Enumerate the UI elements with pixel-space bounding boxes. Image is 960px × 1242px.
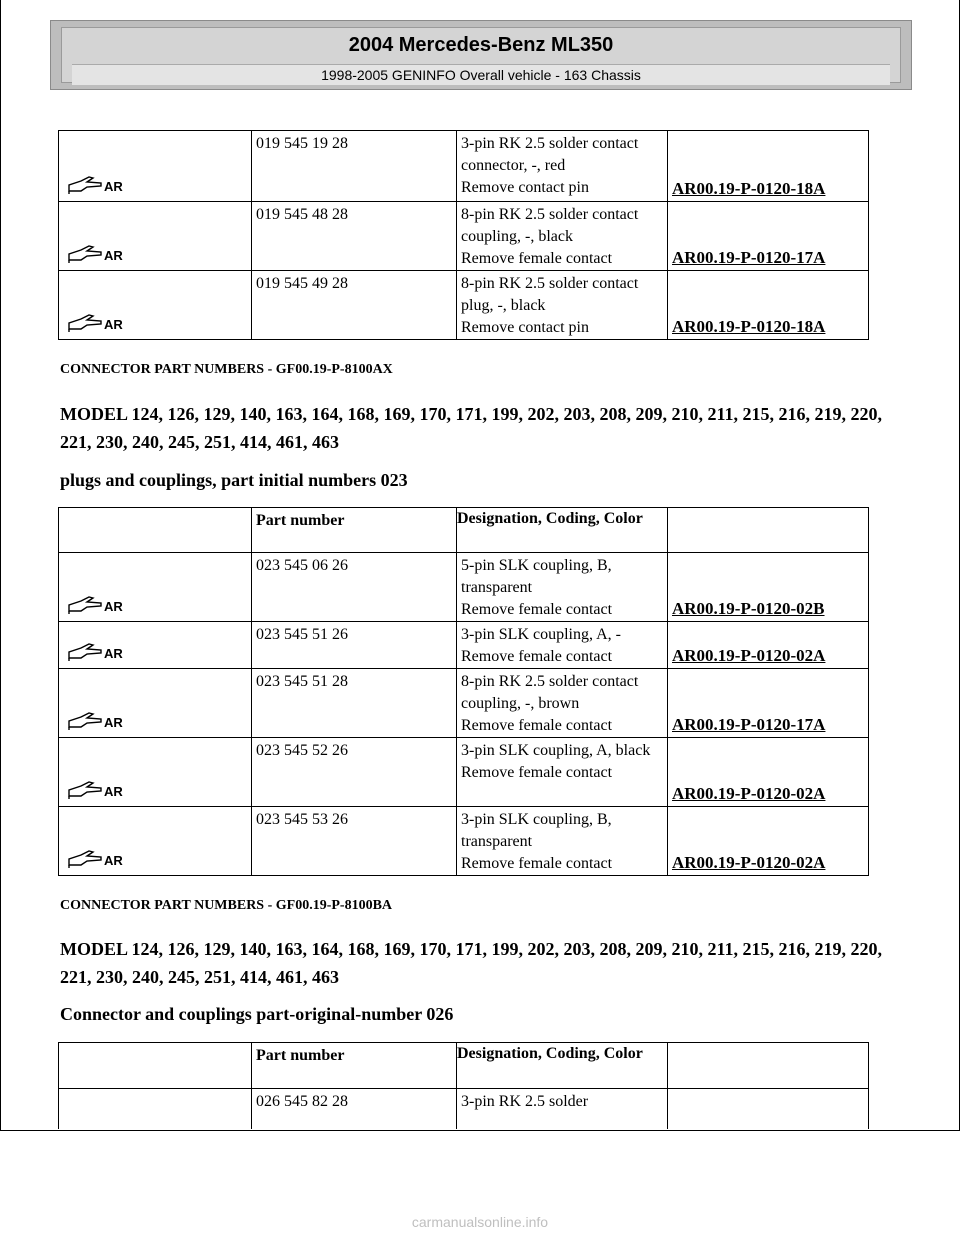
icon-cell (59, 271, 252, 340)
table-row (59, 738, 869, 807)
designation: 8-pin RK 2.5 solder contact coupling, -, brown (461, 673, 639, 712)
procedure: Remove female contact (461, 601, 613, 618)
ar-cell (668, 1089, 869, 1129)
icon-cell (59, 202, 252, 271)
designation: 8-pin RK 2.5 solder contact plug, -, black (461, 275, 639, 314)
header-subtitle: 1998-2005 GENINFO Overall vehicle - 163 Chassis (72, 64, 890, 85)
ar-cell (668, 738, 869, 807)
procedure: Remove female contact (461, 250, 613, 267)
ar-cell (668, 202, 869, 271)
ar-reference-icon (67, 595, 127, 615)
table-row (59, 271, 869, 340)
ar-cell (668, 553, 869, 622)
header-panel (61, 27, 901, 83)
ar-reference-icon (67, 849, 127, 869)
ar-link[interactable]: AR00.19-P-0120-18A (672, 317, 826, 336)
ar-reference-icon (67, 244, 127, 264)
designation-cell (457, 1089, 668, 1129)
part-number: 023 545 51 28 (252, 669, 457, 738)
ar-link[interactable]: AR00.19-P-0120-02A (672, 646, 826, 665)
table-row (59, 807, 869, 876)
procedure: Remove contact pin (461, 319, 589, 336)
section-subheading: Connector and couplings part-original-number 026 (60, 1004, 454, 1024)
part-number: 026 545 82 28 (252, 1089, 457, 1129)
ar-cell (668, 131, 869, 202)
designation: 3-pin SLK coupling, B, transparent (461, 811, 612, 850)
ar-link[interactable]: AR00.19-P-0120-02B (672, 599, 825, 618)
page-header (50, 20, 912, 90)
ar-cell (668, 669, 869, 738)
table-row (59, 131, 869, 202)
section-heading: CONNECTOR PART NUMBERS - GF00.19-P-8100BA (60, 898, 393, 913)
header-cell-empty (59, 508, 252, 553)
header-cell-empty (668, 508, 869, 553)
table-row (59, 1089, 869, 1129)
part-number: 023 545 06 26 (252, 553, 457, 622)
table-row (59, 669, 869, 738)
designation: 3-pin SLK coupling, A, - (461, 626, 621, 643)
ar-cell (668, 622, 869, 669)
designation-cell (457, 622, 668, 669)
column-header-part: Part number (252, 1043, 457, 1089)
icon-cell (59, 669, 252, 738)
section-subheading: plugs and couplings, part initial numbers 023 (60, 470, 408, 490)
designation-cell (457, 553, 668, 622)
ar-reference-icon (67, 711, 127, 731)
procedure: Remove contact pin (461, 179, 589, 196)
designation: 8-pin RK 2.5 solder contact coupling, -, black (461, 206, 639, 245)
procedure: Remove female contact (461, 855, 613, 872)
parts-table-023 (58, 507, 869, 876)
ar-reference-icon (67, 175, 127, 195)
ar-reference-icon (67, 313, 127, 333)
designation: 3-pin RK 2.5 solder (461, 1093, 589, 1110)
model-list: MODEL 124, 126, 129, 140, 163, 164, 168, 169, 170, 171, 199, 202, 203, 208, 209, 210, 211, 215, 216, 219, 220, 221, 230, 240, 245, 251, 414, 461, 463 (60, 404, 883, 452)
icon-cell (59, 622, 252, 669)
section-heading: CONNECTOR PART NUMBERS - GF00.19-P-8100AX (60, 362, 393, 377)
ar-link[interactable]: AR00.19-P-0120-18A (672, 179, 826, 198)
ar-link[interactable]: AR00.19-P-0120-02A (672, 853, 826, 872)
table-row (59, 553, 869, 622)
designation-cell (457, 807, 668, 876)
designation-cell (457, 669, 668, 738)
column-header-part: Part number (252, 508, 457, 553)
designation-cell (457, 738, 668, 807)
procedure: Remove female contact (461, 717, 613, 734)
procedure: Remove female contact (461, 648, 613, 665)
table-header-row (59, 508, 869, 553)
model-list: MODEL 124, 126, 129, 140, 163, 164, 168, 169, 170, 171, 199, 202, 203, 208, 209, 210, 211, 215, 216, 219, 220, 221, 230, 240, 245, 251, 414, 461, 463 (60, 939, 883, 987)
icon-cell (59, 553, 252, 622)
header-cell-empty (668, 1043, 869, 1089)
part-number: 023 545 53 26 (252, 807, 457, 876)
ar-reference-icon (67, 642, 127, 662)
ar-link[interactable]: AR00.19-P-0120-02A (672, 784, 826, 803)
column-header-designation: Designation, Coding, Color (457, 1043, 668, 1089)
table-row (59, 202, 869, 271)
table-row (59, 622, 869, 669)
parts-table-026 (58, 1042, 869, 1129)
designation-cell (457, 202, 668, 271)
ar-link[interactable]: AR00.19-P-0120-17A (672, 715, 826, 734)
designation: 3-pin RK 2.5 solder contact connector, -, red (461, 135, 639, 174)
part-number: 023 545 51 26 (252, 622, 457, 669)
part-number: 023 545 52 26 (252, 738, 457, 807)
procedure: Remove female contact (461, 764, 613, 781)
part-number: 019 545 19 28 (252, 131, 457, 202)
column-header-designation: Designation, Coding, Color (457, 508, 668, 553)
ar-cell (668, 271, 869, 340)
icon-cell (59, 807, 252, 876)
ar-link[interactable]: AR00.19-P-0120-17A (672, 248, 826, 267)
designation-cell (457, 131, 668, 202)
parts-table-top (58, 130, 869, 340)
ar-cell (668, 807, 869, 876)
designation: 3-pin SLK coupling, A, black (461, 742, 651, 759)
icon-cell (59, 738, 252, 807)
header-title: 2004 Mercedes-Benz ML350 (348, 34, 614, 56)
table-header-row (59, 1043, 869, 1089)
part-number: 019 545 48 28 (252, 202, 457, 271)
ar-reference-icon (67, 780, 127, 800)
part-number: 019 545 49 28 (252, 271, 457, 340)
designation-cell (457, 271, 668, 340)
footer-watermark: carmanualsonline.info (411, 1214, 549, 1230)
icon-cell (59, 1089, 252, 1129)
icon-cell (59, 131, 252, 202)
header-cell-empty (59, 1043, 252, 1089)
designation: 5-pin SLK coupling, B, transparent (461, 557, 612, 596)
